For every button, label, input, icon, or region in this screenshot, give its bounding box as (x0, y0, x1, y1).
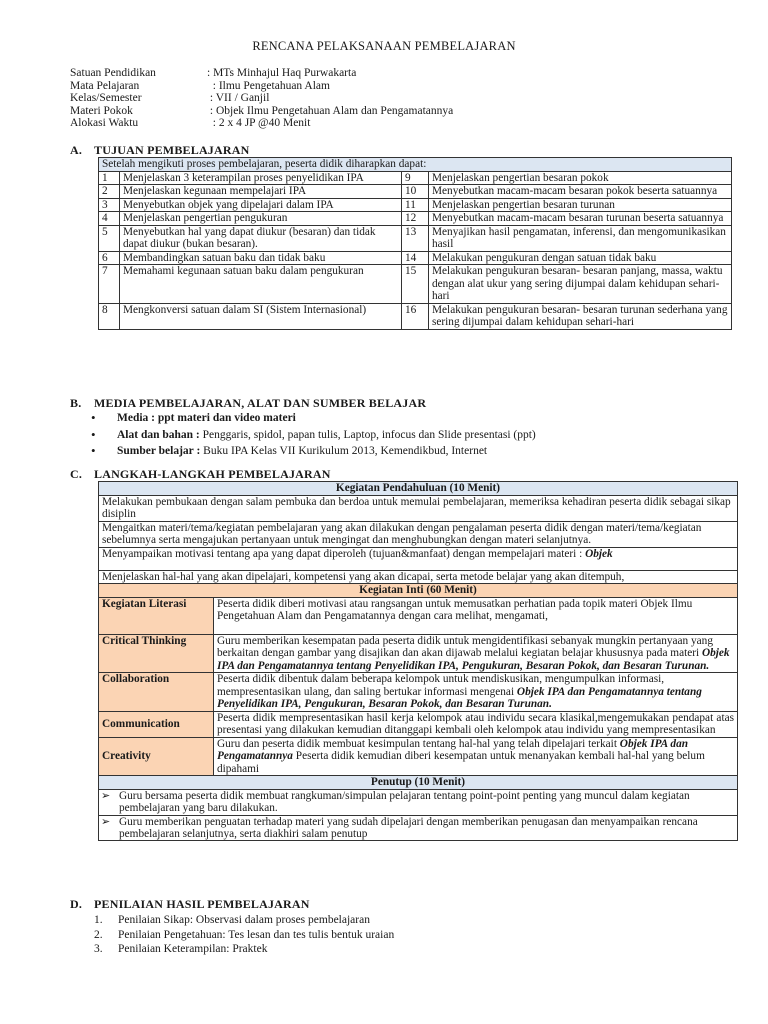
inti-label: Creativity (99, 737, 214, 776)
inti-label: Critical Thinking (99, 634, 214, 673)
item-text: Penilaian Keterampilan: Praktek (118, 943, 268, 955)
ident-row (70, 92, 453, 105)
section-c-heading (70, 467, 331, 482)
ident-row (70, 80, 453, 93)
objective-text: Melakukan pengukuran besaran- besaran panjang, massa, waktu dengan alat ukur yang sering dijumpai dalam kehidupan sehari-hari (429, 265, 732, 304)
ident-value: : VII / Ganjil (207, 92, 270, 104)
list-item (117, 427, 536, 444)
objective-number: 2 (99, 185, 120, 199)
tujuan-table (98, 157, 732, 330)
inti-label: Communication (99, 711, 214, 737)
objective-number: 3 (99, 198, 120, 212)
inti-text-bold: Objek IPA dan Pengamatannya (516, 685, 664, 698)
item-number: 3. (94, 943, 103, 955)
section-d-heading (70, 897, 310, 912)
ident-key: Kelas/Semester (70, 92, 142, 104)
table-row (99, 711, 738, 737)
objective-number: 15 (402, 265, 429, 304)
inti-text-bold: Objek IPA dan Pengamatannya (217, 647, 730, 672)
list-item (94, 928, 394, 943)
objective-number: 13 (402, 225, 429, 251)
table-row (99, 251, 732, 265)
inti-text-body: Peserta didik dibentuk dalam beberapa kelompok untuk mendiskusikan, mengumpulkan informasi, mempresentasikan ulang, dan saling bertukar informasi mengenai (217, 673, 665, 698)
table-row (99, 547, 738, 570)
objective-text: Menyebutkan macam-macam besaran pokok beserta satuannya (429, 185, 732, 199)
objective-number: 12 (402, 212, 429, 226)
objective-text: Menyebutkan macam-macam besaran turunan beserta satuannya (429, 212, 732, 226)
penutup-step (99, 789, 738, 815)
objective-number: 10 (402, 185, 429, 199)
table-row (99, 265, 732, 304)
ident-value: : Ilmu Pengetahuan Alam (207, 79, 330, 92)
table-row (99, 737, 738, 776)
objective-number: 14 (402, 251, 429, 265)
inti-text-body: Guru dan peserta didik membuat kesimpulan tentang hal-hal yang telah dipelajari terkait (217, 737, 617, 750)
penutup-text-wrap: ➢ Guru memberikan penguatan terhadap materi yang sudah dipelajari dengan memberikan penugasan dan menyampaikan rencana pembelajaran selanjutnya, serta diakhiri salam penutup (101, 815, 698, 840)
objective-text: Memahami kegunaan satuan baku dalam pengukuran (120, 265, 402, 304)
tujuan-intro: Setelah mengikuti proses pembelajaran, peserta didik diharapkan dapat: (99, 158, 732, 172)
item-text: Penilaian Pengetahuan: Tes lesan dan tes tulis bentuk uraian (118, 928, 395, 941)
table-row (99, 815, 738, 840)
table-row (99, 198, 732, 212)
inti-text (214, 737, 738, 776)
section-number: B. (70, 396, 82, 410)
inti-text (214, 673, 738, 712)
table-row (99, 171, 732, 185)
section-title: MEDIA PEMBELAJARAN, ALAT DAN SUMBER BELAJAR (94, 396, 427, 410)
objective-text: Menjelaskan pengertian besaran pokok (429, 171, 732, 185)
objective-text: Menjelaskan pengertian besaran turunan (429, 198, 732, 212)
objective-text: Membandingkan satuan baku dan tidak baku (120, 251, 402, 265)
objective-number: 7 (99, 265, 120, 304)
section-title: LANGKAH-LANGKAH PEMBELAJARAN (94, 467, 331, 481)
penutup-text: Guru memberikan penguatan terhadap materi yang sudah dipelajari dengan memberikan penugasan dan menyampaikan rencana pembelajaran selanjutnya, serta diakhiri salam penutup (119, 815, 698, 840)
langkah-table (98, 481, 738, 841)
inti-label: Kegiatan Literasi (99, 597, 214, 634)
list-item (117, 443, 536, 460)
ident-key: Mata Pelajaran (70, 79, 140, 92)
inti-text-body: Peserta didik diberi motivasi atau rangsangan untuk memusatkan perhatian pada topik materi Objek Ilmu Pengetahuan Alam dan Pengamatannya dengan cara melihat, mengamati, (217, 597, 693, 622)
ident-key: Satuan Pendidikan (70, 67, 156, 79)
item-label: Sumber belajar : (117, 445, 201, 457)
table-row (99, 521, 738, 547)
ident-value: : 2 x 4 JP @40 Menit (207, 117, 311, 129)
item-number: 1. (94, 914, 103, 926)
objective-number: 5 (99, 225, 120, 251)
inti-text-tail: tentang Penyelidikan IPA, Pengukuran, Besaran Pokok, dan Besaran Turunan. (217, 685, 702, 710)
inti-text-body: Guru memberikan kesempatan pada peserta didik untuk mengidentifikasi sebanyak mungkin pertanyaan yang berkaitan dengan gambar yang disajikan dan akan dijawab melalui kegiatan belajar khususnya pada materi (217, 634, 713, 659)
objective-number: 4 (99, 212, 120, 226)
penutup-header: Penutup (10 Menit) (99, 776, 738, 790)
table-row (99, 634, 738, 673)
list-item (94, 913, 394, 928)
ident-key: Materi Pokok (70, 104, 133, 117)
arrow-bullet-icon: ➢ (101, 789, 111, 802)
ident-key: Alokasi Waktu (70, 117, 139, 129)
inti-text (214, 634, 738, 673)
ident-row (70, 67, 453, 80)
list-item (117, 410, 536, 427)
identity-block (70, 67, 453, 130)
ident-value: : MTs Minhajul Haq Purwakarta (207, 67, 357, 79)
table-row (99, 673, 738, 712)
inti-text-tail: tentang Penyelidikan IPA, Pengukuran, Besaran Pokok, dan Besaran Turunan. (336, 659, 710, 672)
item-text: Penilaian Sikap: Observasi dalam proses pembelajaran (118, 914, 370, 926)
ident-row (70, 105, 453, 118)
inti-header: Kegiatan Inti (60 Menit) (99, 584, 738, 598)
item-label: Media : ppt materi dan video materi (117, 412, 296, 424)
table-row (99, 495, 738, 521)
section-number: D. (70, 897, 83, 911)
table-row (99, 597, 738, 634)
inti-text (214, 597, 738, 634)
objective-text: Menyebutkan hal yang dapat diukur (besaran) dan tidak dapat diukur (bukan besaran). (120, 225, 402, 251)
objective-text: Menjelaskan kegunaan mempelajari IPA (120, 185, 402, 199)
ident-row (70, 117, 453, 130)
objective-text: Menyajikan hasil pengamatan, inferensi, dan mengomunikasikan hasil (429, 225, 732, 251)
section-a-heading (70, 143, 249, 158)
item-text: Penggaris, spidol, papan tulis, Laptop, infocus dan Slide presentasi (ppt) (199, 428, 536, 441)
objective-number: 1 (99, 171, 120, 185)
penutup-text: Guru bersama peserta didik membuat rangkuman/simpulan pelajaran tentang point-point penting yang muncul dalam kegiatan pembelajaran yang baru dilakukan. (119, 789, 690, 814)
inti-text-tail: Peserta didik kemudian diberi kesempatan untuk menanyakan kembali hal-hal yang belum dipahami (217, 750, 705, 775)
pendahuluan-step: Melakukan pembukaan dengan salam pembuka dan berdoa untuk memulai pembelajaran, memeriksa kehadiran peserta didik sebagai sikap disiplin (99, 495, 738, 521)
inti-text-bold: Objek IPA dan Pengamatannya (217, 737, 689, 762)
table-row (99, 789, 738, 815)
item-label: Alat dan bahan : (117, 428, 200, 441)
list-item (94, 942, 394, 957)
item-number: 2. (94, 928, 103, 941)
table-row (99, 225, 732, 251)
objective-number: 11 (402, 198, 429, 212)
objective-number: 6 (99, 251, 120, 265)
objective-text: Mengkonversi satuan dalam SI (Sistem Internasional) (120, 303, 402, 329)
penutup-step (99, 815, 738, 840)
pendahuluan-header: Kegiatan Pendahuluan (10 Menit) (99, 482, 738, 496)
objective-text: Menyebutkan objek yang dipelajari dalam IPA (120, 198, 402, 212)
inti-text: Peserta didik mempresentasikan hasil kerja kelompok atau individu secara klasikal,mengemukakan pendapat atas presentasi yang dilakukan kemudian ditanggapi kembali oleh kelompok atau individu yang mempresentasikan (214, 711, 738, 737)
penilaian-list (94, 913, 394, 957)
section-title: PENILAIAN HASIL PEMBELAJARAN (94, 897, 310, 911)
page-title: RENCANA PELAKSANAAN PEMBELAJARAN (252, 39, 516, 53)
objective-text: Melakukan pengukuran dengan satuan tidak baku (429, 251, 732, 265)
section-number: A. (70, 143, 83, 157)
objective-number: 9 (402, 171, 429, 185)
motivasi-text: Menyampaikan motivasi tentang apa yang dapat diperoleh (tujuan&manfaat) dengan mempelajari materi : (102, 547, 583, 560)
section-number: C. (70, 467, 83, 481)
inti-label: Collaboration (99, 673, 214, 712)
media-list (117, 410, 536, 460)
objective-text: Menjelaskan 3 keterampilan proses penyelidikan IPA (120, 171, 402, 185)
objective-number: 8 (99, 303, 120, 329)
objective-text: Menjelaskan pengertian pengukuran (120, 212, 402, 226)
item-text: Buku IPA Kelas VII Kurikulum 2013, Kemendikbud, Internet (200, 445, 488, 457)
section-title: TUJUAN PEMBELAJARAN (94, 143, 250, 157)
table-row (99, 185, 732, 199)
pendahuluan-step: Mengaitkan materi/tema/kegiatan pembelajaran yang akan dilakukan dengan pengalaman peserta didik dengan materi/tema/kegiatan sebelumnya serta mengajukan pertanyaan untuk mengingat dan menghubungkan dengan materi selanjutnya. (99, 521, 738, 547)
table-row (99, 303, 732, 329)
pendahuluan-step-motivasi (99, 547, 738, 570)
ident-value: : Objek Ilmu Pengetahuan Alam dan Pengamatannya (207, 104, 454, 117)
pendahuluan-step: Menjelaskan hal-hal yang akan dipelajari, kompetensi yang akan dicapai, serta metode belajar yang akan ditempuh, (99, 570, 738, 584)
objective-text: Melakukan pengukuran besaran- besaran turunan sederhana yang sering dijumpai dalam kehidupan sehari-hari (429, 303, 732, 329)
objective-number: 16 (402, 303, 429, 329)
section-b-heading (70, 396, 426, 411)
table-row (99, 212, 732, 226)
table-row (99, 570, 738, 584)
motivasi-bold: Objek (585, 547, 613, 560)
